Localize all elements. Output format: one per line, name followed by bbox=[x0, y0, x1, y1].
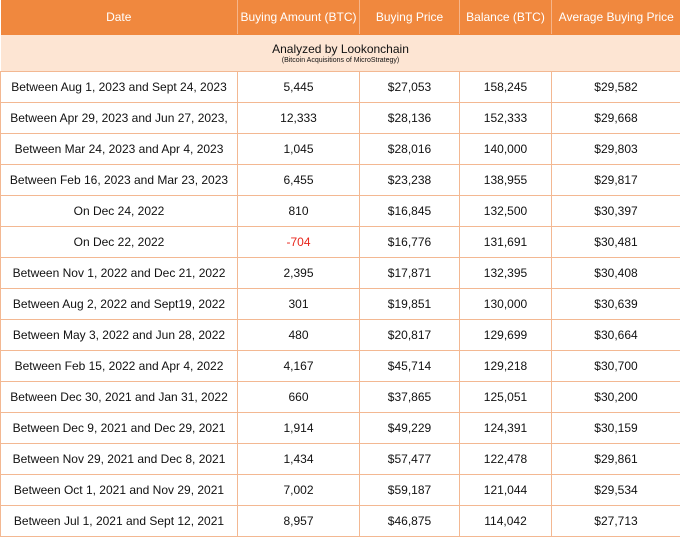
balance-cell: 132,500 bbox=[460, 196, 552, 227]
buying-amount-cell: 12,333 bbox=[238, 103, 360, 134]
banner-subtitle: (Bitcoin Acquisitions of MicroStrategy) bbox=[1, 56, 680, 66]
table-row bbox=[1, 227, 680, 258]
table-row bbox=[1, 320, 680, 351]
balance-cell: 121,044 bbox=[460, 475, 552, 506]
buying-price-cell: $45,714 bbox=[360, 351, 460, 382]
buying-price-cell: $19,851 bbox=[360, 289, 460, 320]
buying-amount-cell: 4,167 bbox=[238, 351, 360, 382]
balance-cell: 140,000 bbox=[460, 134, 552, 165]
average-buying-price-cell: $30,200 bbox=[552, 382, 680, 413]
balance-cell: 124,391 bbox=[460, 413, 552, 444]
balance-cell: 129,218 bbox=[460, 351, 552, 382]
balance-cell: 114,042 bbox=[460, 506, 552, 537]
date-cell: Between Feb 16, 2023 and Mar 23, 2023 bbox=[1, 165, 238, 196]
balance-cell: 131,691 bbox=[460, 227, 552, 258]
buying-amount-cell: 1,914 bbox=[238, 413, 360, 444]
table-row bbox=[1, 72, 680, 103]
date-cell: Between Dec 9, 2021 and Dec 29, 2021 bbox=[1, 413, 238, 444]
date-cell: Between Jul 1, 2021 and Sept 12, 2021 bbox=[1, 506, 238, 537]
table-row bbox=[1, 165, 680, 196]
buying-price-cell: $17,871 bbox=[360, 258, 460, 289]
buying-price-cell: $20,817 bbox=[360, 320, 460, 351]
balance-cell: 130,000 bbox=[460, 289, 552, 320]
table-row bbox=[1, 413, 680, 444]
balance-cell: 158,245 bbox=[460, 72, 552, 103]
balance-cell: 125,051 bbox=[460, 382, 552, 413]
buying-price-cell: $57,477 bbox=[360, 444, 460, 475]
date-cell: Between Oct 1, 2021 and Nov 29, 2021 bbox=[1, 475, 238, 506]
buying-price-cell: $16,845 bbox=[360, 196, 460, 227]
date-cell: Between May 3, 2022 and Jun 28, 2022 bbox=[1, 320, 238, 351]
header-date: Date bbox=[1, 0, 238, 35]
table-row bbox=[1, 351, 680, 382]
balance-cell: 152,333 bbox=[460, 103, 552, 134]
header-buying-amount: Buying Amount (BTC) bbox=[238, 0, 360, 35]
date-cell: Between Nov 1, 2022 and Dec 21, 2022 bbox=[1, 258, 238, 289]
buying-amount-cell: 810 bbox=[238, 196, 360, 227]
buying-amount-cell: 6,455 bbox=[238, 165, 360, 196]
average-buying-price-cell: $30,397 bbox=[552, 196, 680, 227]
date-cell: Between Aug 1, 2023 and Sept 24, 2023 bbox=[1, 72, 238, 103]
date-cell: Between Apr 29, 2023 and Jun 27, 2023, bbox=[1, 103, 238, 134]
buying-amount-cell: 1,434 bbox=[238, 444, 360, 475]
average-buying-price-cell: $29,803 bbox=[552, 134, 680, 165]
buying-price-cell: $46,875 bbox=[360, 506, 460, 537]
average-buying-price-cell: $29,668 bbox=[552, 103, 680, 134]
table-row bbox=[1, 475, 680, 506]
balance-cell: 132,395 bbox=[460, 258, 552, 289]
buying-amount-cell: -704 bbox=[238, 227, 360, 258]
buying-price-cell: $27,053 bbox=[360, 72, 460, 103]
buying-price-cell: $28,016 bbox=[360, 134, 460, 165]
average-buying-price-cell: $29,861 bbox=[552, 444, 680, 475]
date-cell: Between Mar 24, 2023 and Apr 4, 2023 bbox=[1, 134, 238, 165]
balance-cell: 129,699 bbox=[460, 320, 552, 351]
table-row bbox=[1, 134, 680, 165]
table-row bbox=[1, 196, 680, 227]
date-cell: On Dec 24, 2022 bbox=[1, 196, 238, 227]
header-balance: Balance (BTC) bbox=[460, 0, 552, 35]
table-row bbox=[1, 444, 680, 475]
average-buying-price-cell: $27,713 bbox=[552, 506, 680, 537]
header-average-buying-price: Average Buying Price bbox=[552, 0, 680, 35]
banner-cell bbox=[1, 35, 680, 72]
average-buying-price-cell: $29,534 bbox=[552, 475, 680, 506]
buying-price-cell: $59,187 bbox=[360, 475, 460, 506]
header-row bbox=[1, 0, 680, 35]
date-cell: Between Nov 29, 2021 and Dec 8, 2021 bbox=[1, 444, 238, 475]
table-row bbox=[1, 382, 680, 413]
date-cell: On Dec 22, 2022 bbox=[1, 227, 238, 258]
table-row bbox=[1, 103, 680, 134]
banner-row bbox=[1, 35, 680, 72]
average-buying-price-cell: $30,481 bbox=[552, 227, 680, 258]
date-cell: Between Dec 30, 2021 and Jan 31, 2022 bbox=[1, 382, 238, 413]
buying-price-cell: $16,776 bbox=[360, 227, 460, 258]
table-row bbox=[1, 258, 680, 289]
buying-price-cell: $23,238 bbox=[360, 165, 460, 196]
average-buying-price-cell: $30,159 bbox=[552, 413, 680, 444]
average-buying-price-cell: $30,700 bbox=[552, 351, 680, 382]
balance-cell: 122,478 bbox=[460, 444, 552, 475]
average-buying-price-cell: $30,408 bbox=[552, 258, 680, 289]
buying-amount-cell: 5,445 bbox=[238, 72, 360, 103]
table-row bbox=[1, 506, 680, 537]
date-cell: Between Feb 15, 2022 and Apr 4, 2022 bbox=[1, 351, 238, 382]
date-cell: Between Aug 2, 2022 and Sept19, 2022 bbox=[1, 289, 238, 320]
buying-amount-cell: 7,002 bbox=[238, 475, 360, 506]
header-buying-price: Buying Price bbox=[360, 0, 460, 35]
average-buying-price-cell: $30,639 bbox=[552, 289, 680, 320]
buying-amount-cell: 480 bbox=[238, 320, 360, 351]
buying-amount-cell: 2,395 bbox=[238, 258, 360, 289]
balance-cell: 138,955 bbox=[460, 165, 552, 196]
buying-amount-cell: 660 bbox=[238, 382, 360, 413]
buying-amount-cell: 8,957 bbox=[238, 506, 360, 537]
buying-price-cell: $49,229 bbox=[360, 413, 460, 444]
table-row bbox=[1, 289, 680, 320]
buying-price-cell: $37,865 bbox=[360, 382, 460, 413]
average-buying-price-cell: $29,817 bbox=[552, 165, 680, 196]
average-buying-price-cell: $30,664 bbox=[552, 320, 680, 351]
buying-amount-cell: 1,045 bbox=[238, 134, 360, 165]
banner-title: Analyzed by Lookonchain bbox=[1, 42, 680, 56]
average-buying-price-cell: $29,582 bbox=[552, 72, 680, 103]
buying-amount-cell: 301 bbox=[238, 289, 360, 320]
buying-price-cell: $28,136 bbox=[360, 103, 460, 134]
